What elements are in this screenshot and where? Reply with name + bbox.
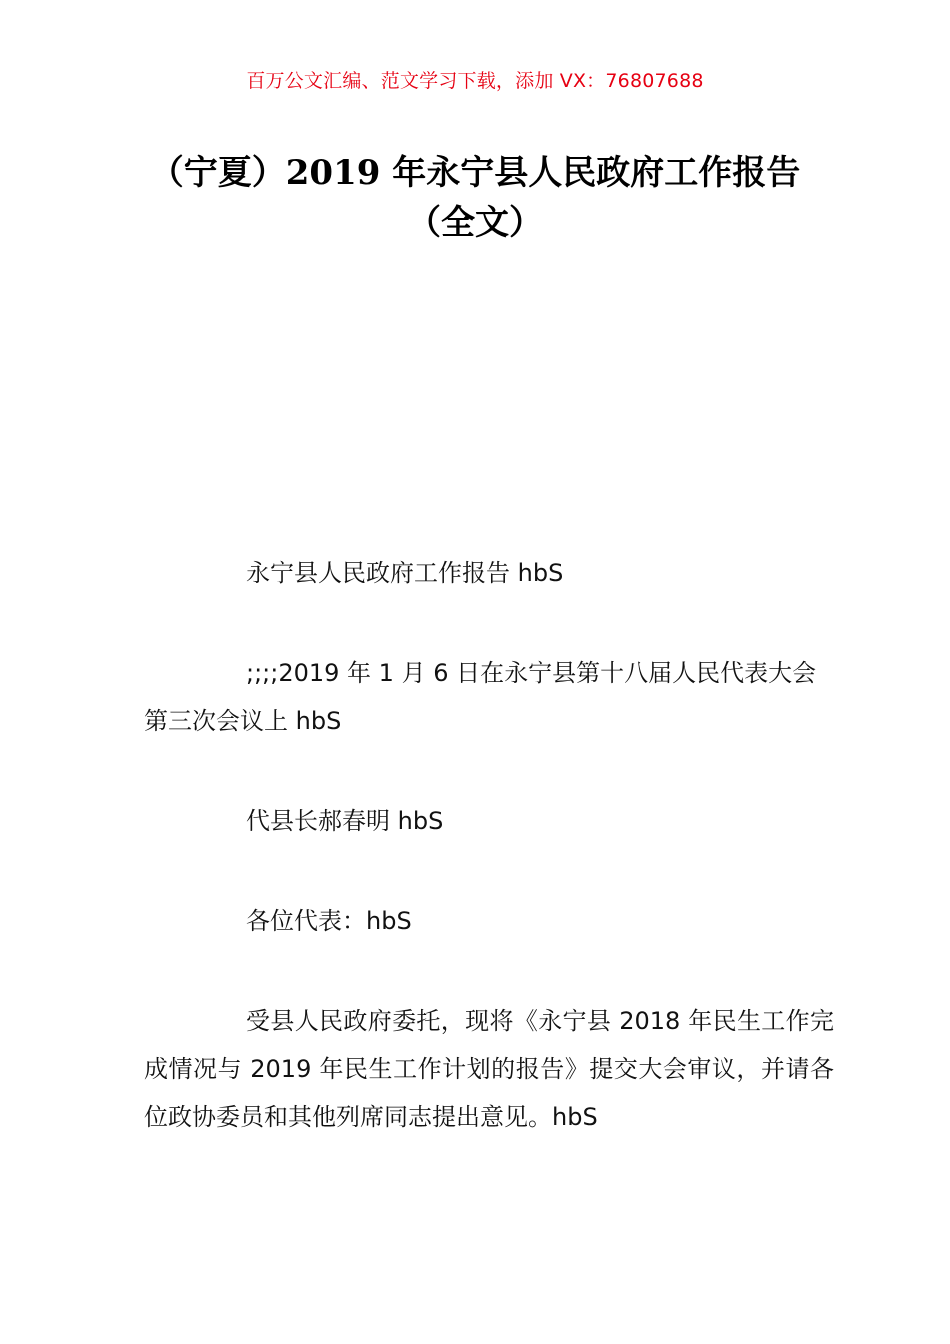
paragraph-salutation bbox=[144, 897, 834, 945]
title-line-1: （宁夏）2019 年永宁县人民政府工作报告 bbox=[149, 153, 801, 193]
title-line-2: （全文） bbox=[407, 203, 543, 243]
paragraph-speaker bbox=[144, 797, 834, 845]
paragraph-report-name bbox=[144, 549, 834, 597]
paragraph-introduction bbox=[144, 997, 834, 1141]
paragraph-text: 受县人民政府委托，现将《永宁县 2018 年民生工作完成情况与 2019 年民生工作计划的报告》提交大会审议，并请各位政协委员和其他列席同志提出意见。hbS bbox=[144, 1007, 834, 1131]
paragraph-text: 永宁县人民政府工作报告 hbS bbox=[246, 559, 564, 587]
paragraph-text: 各位代表：hbS bbox=[246, 907, 412, 935]
document-title bbox=[0, 148, 950, 248]
paragraph-meeting-info bbox=[144, 649, 834, 745]
paragraph-text: 代县长郝春明 hbS bbox=[246, 807, 444, 835]
paragraph-text: ;;;;2019 年 1 月 6 日在永宁县第十八届人民代表大会第三次会议上 hbS bbox=[144, 659, 817, 735]
header-notice: 百万公文汇编、范文学习下载，添加 VX：76807688 bbox=[246, 70, 704, 92]
